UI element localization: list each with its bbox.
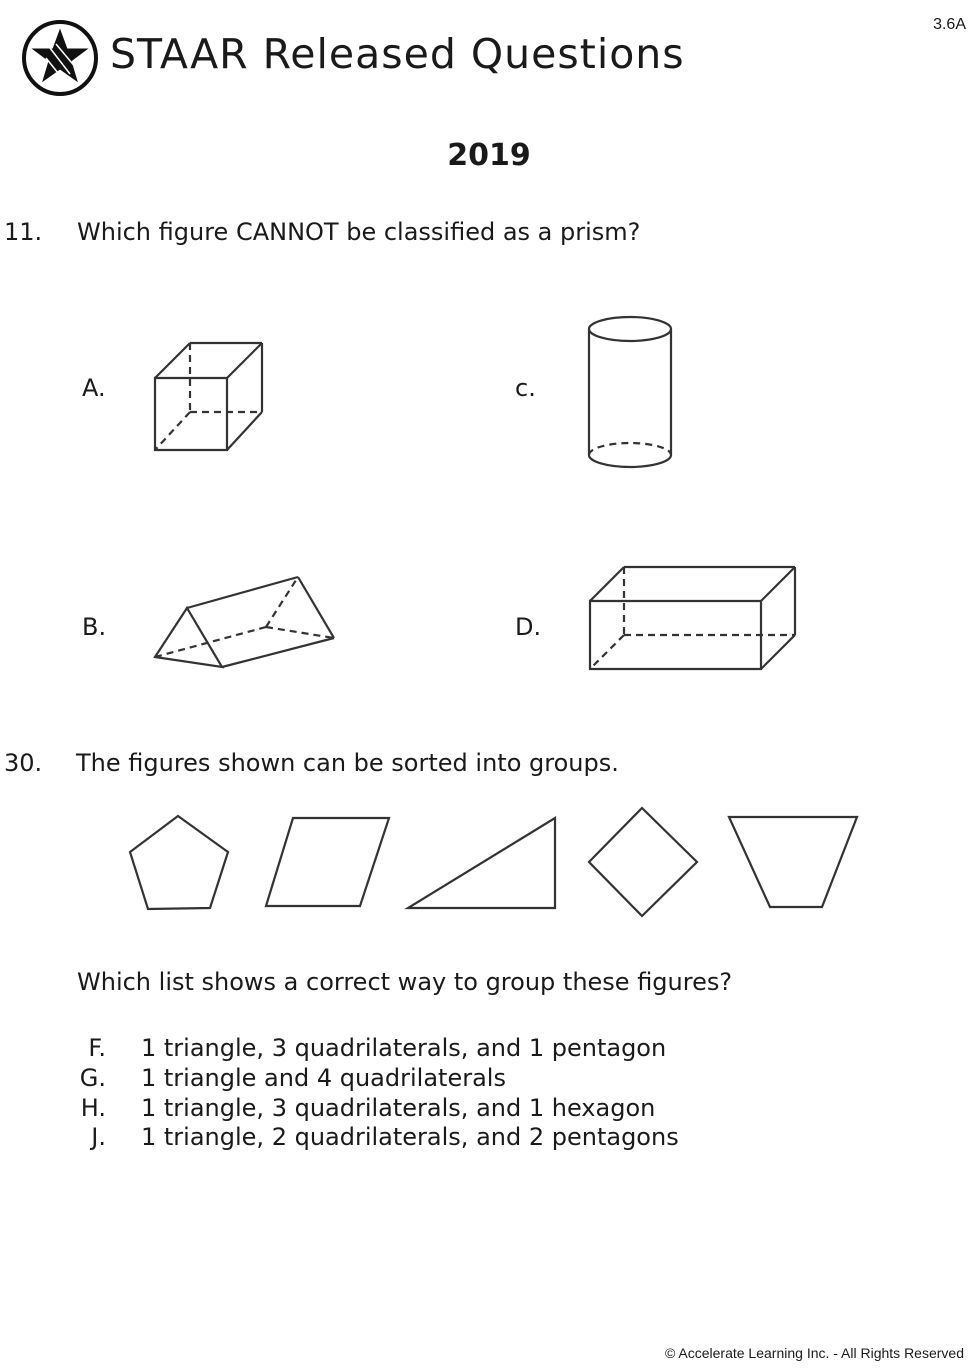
- triangular-prism-figure[interactable]: [150, 572, 340, 672]
- choice-g-text[interactable]: 1 triangle and 4 quadrilaterals: [141, 1064, 506, 1092]
- choice-g-letter[interactable]: G.: [79, 1064, 106, 1092]
- parallelogram-shape: [262, 814, 394, 912]
- rotated-square-shape: [585, 805, 701, 921]
- star-in-circle-icon: [20, 18, 100, 98]
- pentagon-shape: [125, 812, 235, 914]
- standard-code: 3.6A: [933, 16, 966, 33]
- choice-h-letter[interactable]: H.: [80, 1094, 106, 1122]
- choice-j-text[interactable]: 1 triangle, 2 quadrilaterals, and 2 pentagons: [141, 1123, 679, 1151]
- choice-h-text[interactable]: 1 triangle, 3 quadrilaterals, and 1 hexagon: [141, 1094, 656, 1122]
- option-a-label[interactable]: A.: [82, 374, 106, 402]
- trapezoid-shape: [725, 813, 862, 911]
- cylinder-figure[interactable]: [584, 312, 680, 472]
- rectangular-prism-figure[interactable]: [586, 563, 800, 673]
- cube-figure[interactable]: [150, 338, 270, 454]
- year-heading: 2019: [447, 138, 531, 173]
- copyright-footer: © Accelerate Learning Inc. - All Rights Reserved: [664, 1345, 964, 1361]
- question-11-number: 11.: [4, 218, 43, 246]
- option-c-label[interactable]: c.: [515, 374, 536, 402]
- right-triangle-shape: [404, 814, 560, 912]
- choice-j-letter[interactable]: J.: [91, 1123, 106, 1151]
- page-title: STAAR Released Questions: [110, 30, 685, 78]
- option-b-label[interactable]: B.: [82, 613, 107, 641]
- choice-f-letter[interactable]: F.: [88, 1034, 106, 1062]
- choice-f-text[interactable]: 1 triangle, 3 quadrilaterals, and 1 pentagon: [141, 1034, 667, 1062]
- question-30-number: 30.: [4, 749, 43, 777]
- question-11-prompt: Which figure CANNOT be classified as a prism?: [77, 218, 641, 246]
- option-d-label[interactable]: D.: [515, 613, 542, 641]
- question-30-prompt: Which list shows a correct way to group these figures?: [77, 968, 733, 996]
- question-30-intro: The figures shown can be sorted into groups.: [76, 749, 619, 777]
